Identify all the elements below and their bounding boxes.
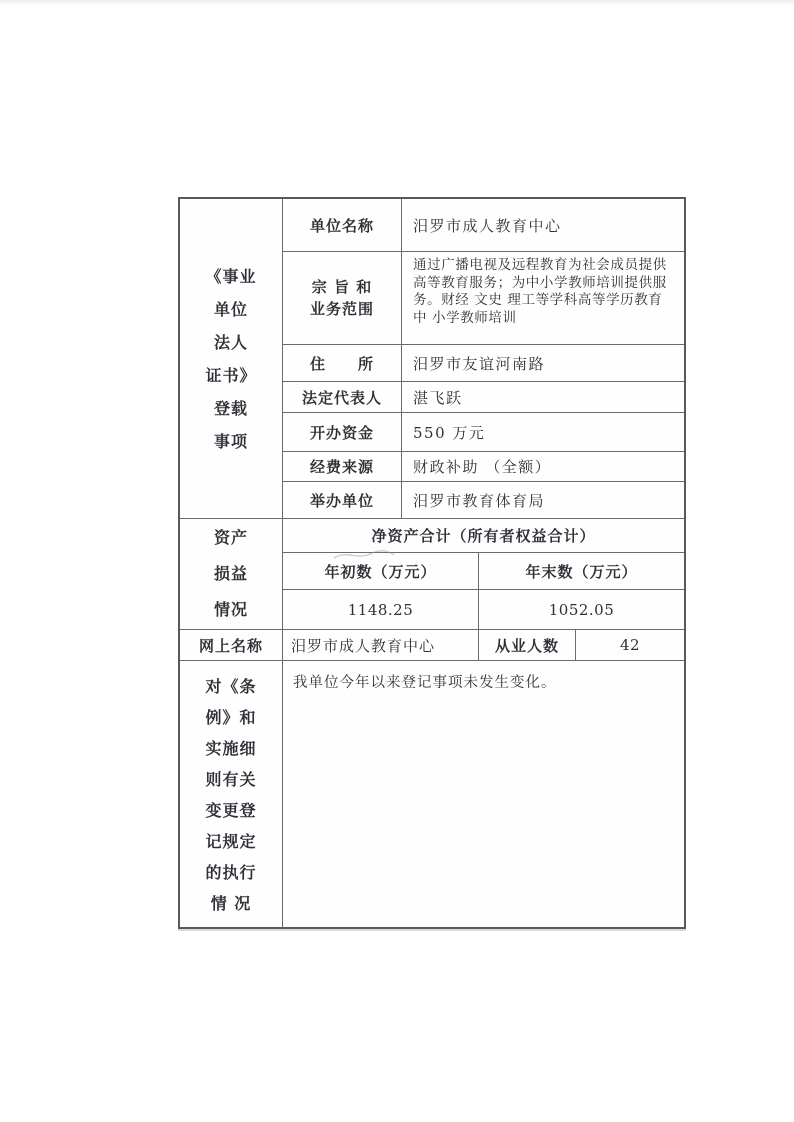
funding-source-label: 经费来源 [283,452,402,481]
address-value: 汨罗市友谊河南路 [413,354,546,373]
side-header-line: 则有关 [205,770,257,789]
unit-name-label: 单位名称 [283,199,402,251]
opening-funds-label: 开办资金 [283,413,402,451]
side-header-line: 情况 [213,600,248,619]
purpose-scope-label-line: 业务范围 [309,300,374,318]
side-header-line: 记规定 [205,832,257,851]
certificate-items-rows [283,199,684,518]
net-assets-total-header: 净资产合计（所有者权益合计） [283,519,684,553]
purpose-scope-label [283,252,402,344]
year-end-value: 1052.05 [548,600,615,619]
online-name-row [180,630,684,661]
side-header-line: 法人 [213,332,248,352]
side-header-line: 的执行 [205,863,257,882]
side-header-line: 《事业 [205,266,257,286]
compliance-side-header [180,661,283,927]
side-header-line: 实施细 [205,739,257,758]
side-header-line: 对《条 [205,677,257,696]
side-header-line: 登载 [213,398,248,418]
online-name-label: 网上名称 [180,630,283,660]
staff-count-label: 从业人数 [479,630,576,660]
year-end-header: 年末数（万元） [525,562,638,581]
table-row-funding-source [283,452,684,482]
table-row-opening-funds [283,413,684,452]
certificate-items-section [180,199,684,519]
assets-values-row [283,590,684,629]
table-row-unit-name [283,199,684,252]
side-header-line: 损益 [213,564,248,583]
side-header-line: 变更登 [205,801,257,820]
legal-representative-value: 湛飞跃 [413,388,463,407]
assets-section [180,519,684,630]
registration-form-table [178,197,686,929]
assets-side-header [180,519,283,629]
table-row-sponsor-unit [283,482,684,518]
table-row-purpose-scope [283,252,684,345]
table-row-legal-representative [283,382,684,413]
certificate-items-side-header [180,199,283,518]
side-header-line: 单位 [213,299,248,319]
staff-count-value: 42 [619,636,641,654]
side-header-line: 例》和 [205,708,257,727]
purpose-scope-value: 通过广播电视及远程教育为社会成员提供高等教育服务；为中小学教师培训提供服务。财经 文史 理工等学科高等学历教育 中 小学教师培训 [413,257,667,326]
year-start-value: 1148.25 [283,590,479,629]
side-header-line: 情 况 [210,894,252,913]
compliance-statement: 我单位今年以来登记事项未发生变化。 [293,675,557,691]
funding-source-value: 财政补助 （全额） [413,458,552,476]
compliance-section [180,661,684,927]
purpose-scope-label-line: 宗 旨 和 [311,278,373,296]
side-header-line: 事项 [213,431,248,451]
legal-representative-label: 法定代表人 [283,382,402,412]
side-header-line: 资产 [213,528,248,547]
year-start-header: 年初数（万元） [283,553,479,589]
online-name-value: 汨罗市成人教育中心 [283,630,479,660]
assets-column-headers [283,553,684,590]
side-header-line: 证书》 [205,365,257,385]
address-label: 住 所 [283,345,402,381]
unit-name-value: 汨罗市成人教育中心 [413,216,562,235]
opening-funds-value: 550 万元 [413,423,486,442]
assets-grid [283,519,684,629]
sponsor-unit-label: 举办单位 [283,482,402,518]
table-row-address [283,345,684,382]
sponsor-unit-value: 汨罗市教育体育局 [413,491,546,510]
